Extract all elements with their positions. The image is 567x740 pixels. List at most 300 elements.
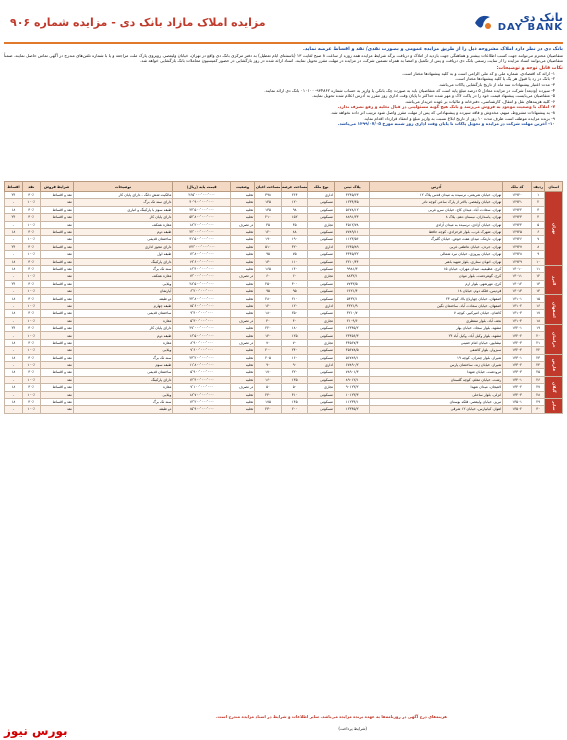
table-cell: ۱۳۰: [255, 258, 282, 265]
table-cell: مسکونی: [308, 236, 335, 243]
table-cell: ۴۰: [255, 317, 282, 324]
table-cell: تجاری: [308, 384, 335, 391]
table-cell: تبریز- خیابان ولیعصر- فلکه بوستان: [370, 398, 503, 405]
table-cell: ۱۳۴۰۲: [503, 384, 532, 391]
table-cell: ۳۰٪: [22, 295, 40, 302]
table-cell: ۱۵٬۶۰۰٬۰۰۰٬۰۰۰: [173, 302, 231, 309]
table-cell: ۲۳: [532, 354, 545, 361]
bank-logo-icon: [472, 11, 494, 33]
table-cell: تخلیه: [230, 354, 254, 361]
table-cell: ۱۳: [532, 280, 545, 287]
table-cell: تهران- پاسداران- نیستان دهم- پلاک ۸: [370, 214, 503, 221]
table-cell: ۹٬۴۰۰٬۰۰۰٬۰۰۰: [173, 310, 231, 317]
table-cell: تجاری: [308, 317, 335, 324]
table-cell: کرج- گوهردشت- بلوار موذن: [370, 273, 503, 280]
table-cell: تخلیه: [230, 332, 254, 339]
table-row: [5, 288, 563, 295]
table-cell: تهران- خیابان پیروزی- خیابان نبرد شمالی: [370, 251, 503, 258]
table-cell: ۲۱۰: [281, 295, 308, 302]
table-body: [5, 192, 563, 414]
table-cell: ۲۳۰: [255, 406, 282, 413]
table-cell: -: [5, 288, 23, 295]
table-cell: مشهد- بلوار سجاد- خیابان بهار: [370, 325, 503, 332]
table-row: [5, 384, 563, 391]
table-cell: نقد و اقساط: [40, 258, 73, 265]
region-label: سایر: [545, 398, 563, 413]
table-cell: ۲: [532, 199, 545, 206]
table-cell: تخلیه: [230, 251, 254, 258]
table-cell: ۱۳۲۰۲: [503, 332, 532, 339]
table-cell: ۳۰٪: [22, 325, 40, 332]
table-cell: مسکونی: [308, 332, 335, 339]
table-cell: نقد: [40, 376, 73, 383]
table-cell: ۷۷۴۳/۵: [334, 280, 369, 287]
table-cell: -: [5, 273, 23, 280]
table-cell: تخلیه: [230, 206, 254, 213]
table-row: [5, 265, 563, 272]
table-cell: ۲۶۴: [281, 192, 308, 199]
table-cell: ۱۳۳۰۲: [503, 361, 532, 368]
table-cell: مسکونی: [308, 347, 335, 354]
note-item: ۲- بانک در رد یا قبول هر یک یا کلیه پیشنهادها مختار است.: [454, 76, 555, 82]
table-cell: ۱۸: [5, 206, 23, 213]
table-cell: ۱۸: [5, 295, 23, 302]
table-cell: ۴: [532, 214, 545, 221]
table-cell: ۳۴۵۶۷/۴: [334, 339, 369, 346]
table-cell: ۳۲۱۰/۷: [334, 310, 369, 317]
table-cell: ۲۷: [532, 384, 545, 391]
table-cell: ۴۵: [255, 221, 282, 228]
properties-table: [4, 181, 563, 414]
table-cell: ۲۴: [5, 214, 23, 221]
table-row: [5, 302, 563, 309]
table-cell: نقد و اقساط: [40, 310, 73, 317]
table-cell: ۱۶٬۴۰۰٬۰۰۰٬۰۰۰: [173, 265, 231, 272]
table-cell: تخلیه: [230, 243, 254, 250]
region-label: گیلان: [545, 376, 563, 398]
table-cell: ۷: [532, 236, 545, 243]
table-cell: کاشان- خیابان امیرکبیر- کوچه ۷: [370, 310, 503, 317]
table-cell: طبقه اول: [73, 251, 173, 258]
table-cell: -: [5, 391, 23, 398]
table-cell: ۱۳۵: [255, 206, 282, 213]
table-cell: ۸۸: [281, 228, 308, 235]
table-cell: ۲۰۰: [281, 406, 308, 413]
table-cell: مسکونی: [308, 199, 335, 206]
table-cell: مرودشت- خیابان شهدا: [370, 369, 503, 376]
note-item: ۸- به پیشنهادات مشروط، مبهم، مخدوش و فاقد سپرده و پیشنهاداتی که پس از مهلت مقرر واصل شود ترتیب اثر داده نخواهد شد.: [330, 109, 555, 115]
table-header-cell: ردیف: [532, 182, 545, 192]
table-cell: ۱۰۰٪: [22, 376, 40, 383]
table-cell: ۴۵۶۷۸/۵: [334, 347, 369, 354]
ad-title: مزایده املاک مازاد بانک دی - مزایده شماره ۹۰۶: [10, 15, 266, 29]
table-cell: ۱۸: [532, 317, 545, 324]
table-cell: ۱۲۹۲۹: [503, 258, 532, 265]
note-item: ۱- ارائه کد اقتصادی، شماره ملی و کد ملی الزامی است و به کلیه پیشنهادها مختار است.: [401, 70, 555, 76]
table-cell: ۱۴۰: [281, 265, 308, 272]
table-cell: ۴۰: [281, 317, 308, 324]
table-cell: ۱۳۳۰۳: [503, 369, 532, 376]
table-cell: نقد: [40, 347, 73, 354]
table-cell: اصفهان- خیابان سعادت آباد- ساختمان نگین: [370, 302, 503, 309]
table-row: [5, 236, 563, 243]
table-cell: ۲۴: [5, 243, 23, 250]
table-cell: ۱۰۰٪: [22, 332, 40, 339]
table-cell: اداری: [308, 243, 335, 250]
table-cell: تخلیه: [230, 310, 254, 317]
table-cell: نقد و اقساط: [40, 354, 73, 361]
table-cell: مشهد- بلوار وکیل آباد- وکیل آباد ۲۴: [370, 332, 503, 339]
table-row: [5, 332, 563, 339]
table-cell: ۲۲٬۰۰۰٬۰۰۰٬۰۰۰: [173, 228, 231, 235]
logo-text-en: DAY BANK: [497, 21, 563, 33]
table-cell: ۱۲۹۲۰: [503, 192, 532, 199]
intro: [4, 47, 563, 64]
table-cell: ۱۰۰٪: [22, 236, 40, 243]
table-header-cell: وضعیت: [230, 182, 254, 192]
table-cell: ۱۱: [532, 265, 545, 272]
table-cell: ۱۳۱۰۳: [503, 310, 532, 317]
table-header-cell: نوع ملک: [308, 182, 335, 192]
table-cell: ۱۳۱۰۱: [503, 295, 532, 302]
table-header-cell: شرایط فروش: [40, 182, 73, 192]
table-cell: تخلیه: [230, 347, 254, 354]
table-cell: ۱۹۰: [281, 236, 308, 243]
table-cell: ۱۳۰۱۱: [503, 273, 532, 280]
table-cell: ۱۳۴۰۳: [503, 391, 532, 398]
table-cell: ۲۴: [5, 325, 23, 332]
note-item: ۶- کلیه هزینه‌های نقل و انتقال، کارشناسی، دفترخانه و مالیات بر عهده خریدار می‌باشد.: [404, 98, 555, 104]
table-cell: ۳۰٪: [22, 354, 40, 361]
table-cell: ۹۸: [281, 206, 308, 213]
table-cell: ۷۰: [281, 339, 308, 346]
table-row: [5, 258, 563, 265]
table-cell: در تصرف: [230, 384, 254, 391]
table-cell: دو طبقه: [73, 406, 173, 413]
table-cell: ۱۳۲۰۱: [503, 325, 532, 332]
table-cell: ۳۱٬۵۰۰٬۰۰۰٬۰۰۰: [173, 236, 231, 243]
table-cell: ۱۶۵: [255, 265, 282, 272]
table-cell: ۹۵: [281, 288, 308, 295]
table-cell: ۲۸٬۵۰۰٬۰۰۰٬۰۰۰: [173, 280, 231, 287]
table-cell: ۲۳۴۵۶/۳: [334, 332, 369, 339]
table-cell: ۶۷۸۹۰/۲: [334, 361, 369, 368]
table-cell: ۷٬۶۰۰٬۰۰۰٬۰۰۰: [173, 347, 231, 354]
table-cell: ۶۰: [255, 273, 282, 280]
table-cell: مسکونی: [308, 295, 335, 302]
table-cell: ۱۲۵: [281, 332, 308, 339]
table-cell: ۱۸: [5, 258, 23, 265]
table-cell: آپارتمان: [73, 288, 173, 295]
table-cell: ۳۰٪: [22, 206, 40, 213]
table-cell: کرج- مهرشهر- بلوار ارم: [370, 280, 503, 287]
table-cell: طبقه دوم: [73, 332, 173, 339]
table-cell: مغازه: [73, 384, 173, 391]
table-cell: ۱۲۳۴۵/۲: [334, 325, 369, 332]
table-cell: -: [5, 221, 23, 228]
table-cell: ۱۲۰: [281, 302, 308, 309]
table-cell: ۴۵: [281, 221, 308, 228]
table-cell: دو طبقه: [73, 295, 173, 302]
table-cell: ۲۰۰: [255, 347, 282, 354]
table-cell: ۲۲۰: [255, 325, 282, 332]
table-cell: طبقه چهارم: [73, 302, 173, 309]
table-header-cell: مساحت اعیان: [255, 182, 282, 192]
table-cell: ۲۲: [532, 347, 545, 354]
table-cell: ۱۹: [532, 325, 545, 332]
table-cell: ۲۵۰: [281, 310, 308, 317]
table-cell: ۸: [532, 243, 545, 250]
table-cell: ۱۰۰٪: [22, 406, 40, 413]
table-row: [5, 347, 563, 354]
table-cell: ۵۴۳۲/۱: [334, 295, 369, 302]
table-cell: -: [5, 361, 23, 368]
table-cell: تخلیه: [230, 325, 254, 332]
table-row: [5, 339, 563, 346]
table-cell: ۴۳۲۱/۹: [334, 302, 369, 309]
table-cell: ۲۴: [5, 192, 23, 199]
table-row: [5, 295, 563, 302]
table-cell: مسکونی: [308, 391, 335, 398]
table-cell: ۱۲۰: [255, 302, 282, 309]
table-cell: ۲۸: [532, 391, 545, 398]
table-cell: در تصرف: [230, 317, 254, 324]
region-label: خراسان: [545, 325, 563, 355]
table-cell: تهران- خیابان شریعتی- نرسیده به میدان قدس پلاک ۱۲: [370, 192, 503, 199]
table-cell: ۱۷۵: [255, 398, 282, 405]
note-item: ۵- متقاضیان می‌بایست پیشنهاد قیمت خود را در پاکت لاک و مهر شده حداکثر تا پایان وقت اداری روز مقرر به آدرس اعلام شده تحویل نمایند.: [311, 93, 555, 99]
table-cell: -: [5, 332, 23, 339]
table-cell: ۲۴: [5, 280, 23, 287]
table-cell: ۵: [532, 221, 545, 228]
table-cell: ۱۸: [5, 354, 23, 361]
table-cell: ساختمان قدیمی: [73, 310, 173, 317]
table-cell: ۹۰: [255, 361, 282, 368]
notes-title: نکات قابل توجه و توضیحات:: [496, 65, 563, 71]
table-cell: تجاری: [308, 221, 335, 228]
table-cell: ۱۸: [5, 384, 23, 391]
table-cell: مسکونی: [308, 398, 335, 405]
table-cell: ۲۳٬۲۰۰٬۰۰۰٬۰۰۰: [173, 354, 231, 361]
table-cell: ۱۱۲۳/۵۶: [334, 236, 369, 243]
properties-table-wrap: [4, 181, 563, 711]
table-cell: ۱۲۹۲۵: [503, 228, 532, 235]
table-cell: دارای پایان کار: [73, 325, 173, 332]
table-cell: تخلیه: [230, 214, 254, 221]
table-cell: ۱۲۹۲۳: [503, 214, 532, 221]
table-cell: ۶۶۴۵/۸۹: [334, 243, 369, 250]
table-cell: ۱۰۰٪: [22, 273, 40, 280]
table-cell: سند تک برگ: [73, 398, 173, 405]
table-cell: ۷٬۱۰۰٬۰۰۰٬۰۰۰: [173, 384, 231, 391]
table-row: [5, 192, 563, 199]
table-cell: ۱۲۰: [281, 199, 308, 206]
table-cell: ۳۰٪: [22, 310, 40, 317]
table-cell: ۱۳۵: [281, 376, 308, 383]
table-cell: نقد و اقساط: [40, 369, 73, 376]
table-cell: نقد و اقساط: [40, 214, 73, 221]
table-cell: ۱۵٬۹۰۰٬۰۰۰٬۰۰۰: [173, 406, 231, 413]
table-cell: نقد و اقساط: [40, 295, 73, 302]
table-cell: نقد: [40, 406, 73, 413]
table-cell: ۱۲٬۸۰۰٬۰۰۰٬۰۰۰: [173, 251, 231, 258]
table-cell: ۵۰: [281, 384, 308, 391]
table-cell: مسکونی: [308, 280, 335, 287]
region-label: اصفهان: [545, 295, 563, 325]
table-cell: تخلیه: [230, 361, 254, 368]
table-cell: ۱۸: [5, 369, 23, 376]
table-cell: -: [5, 302, 23, 309]
table-cell: ۱۸: [5, 228, 23, 235]
table-cell: اصفهان- خیابان چهارباغ بالا- کوچه ۲۳: [370, 295, 503, 302]
table-header-cell: استان: [545, 182, 563, 192]
table-row: [5, 398, 563, 405]
logo-text-fa: بانک دی: [519, 10, 563, 24]
table-cell: دارای پارکینگ: [73, 258, 173, 265]
table-row: [5, 243, 563, 250]
table-cell: ۱۴۵: [255, 199, 282, 206]
table-cell: ۳۰٪: [22, 192, 40, 199]
table-cell: ویلایی: [73, 347, 173, 354]
footer-conditions: (شرایط پرداخت): [338, 726, 367, 731]
table-cell: مغازه: [73, 339, 173, 346]
table-cell: نقد: [40, 302, 73, 309]
table-cell: دارای پارکینگ: [73, 376, 173, 383]
table-cell: ۲۹: [532, 398, 545, 405]
table-row: [5, 199, 563, 206]
table-cell: ۳۰٪: [22, 265, 40, 272]
table-cell: تهران- سعادت آباد- میدان کاج- خیابان سرو غربی: [370, 206, 503, 213]
table-cell: ۷۸۹۰۱/۳: [334, 369, 369, 376]
table-cell: ۴۵۱۲/۷۸: [334, 221, 369, 228]
table-cell: نقد: [40, 317, 73, 324]
table-cell: ۱۳۱۰۲: [503, 302, 532, 309]
table-row: [5, 325, 563, 332]
table-cell: ۱۹٬۶۰۰٬۰۰۰٬۰۰۰: [173, 258, 231, 265]
table-header-cell: پلاک ثبتی: [334, 182, 369, 192]
table-cell: طبقه سوم: [73, 361, 173, 368]
table-header-row: [5, 182, 563, 192]
table-cell: مغازه همکف: [73, 273, 173, 280]
table-header-cell: کد ملک: [503, 182, 532, 192]
table-cell: ۵۱۰: [255, 243, 282, 250]
table-cell: ۱۲۹۲۶: [503, 236, 532, 243]
table-cell: ۲۲۰: [281, 369, 308, 376]
table-cell: دارای سند تک برگ: [73, 199, 173, 206]
table-row: [5, 406, 563, 413]
table-cell: مسکونی: [308, 258, 335, 265]
table-cell: نقد: [40, 361, 73, 368]
table-cell: مسکونی: [308, 228, 335, 235]
table-header-cell: اقساط: [5, 182, 23, 192]
table-cell: شیراز- خیابان زند- ساختمان پارس: [370, 361, 503, 368]
table-row: [5, 221, 563, 228]
table-cell: ویلایی: [73, 280, 173, 287]
table-cell: تخلیه: [230, 295, 254, 302]
intro-lead: بانک دی در نظر دارد املاک مشروحه ذیل را از طریق مزایده عمومی و بصورت نقدی/ نقد و اقساط عرضه نماید.: [303, 47, 563, 52]
table-cell: ویلایی: [73, 391, 173, 398]
intro-body: متقاضیان محترم می‌توانند جهت کسب اطلاعات بیشتر و هماهنگی جهت بازدید از املاک و دریافت برگه شرایط مزایده همه روزه از ساعت ۸ صبح لغایت ۱۳ (باستثنای ایام تعطیل) به دفتر مرکزی بانک دی واقع در تهران، خیابان ولیعصر، روبروی پارک ملت مراجعه و یا با شماره تلفن‌های مندرج در آگهی تماس حاصل نمایند. ضمناً متقاضیان می‌توانند اسناد مزایده را از سایت رسمی بانک دی دریافت و پس از تکمیل و امضا به همراه تضمین شرکت در مزایده در مهلت مقرر تحویل نمایند. اسناد ارائه شده در روز بازگشایی در حضور کمیسیون معاملات بانک بازگشایی خواهد شد.: [4, 52, 563, 64]
table-cell: ۱۵: [532, 295, 545, 302]
table-cell: ۷۰: [255, 339, 282, 346]
table-cell: اداری: [308, 302, 335, 309]
table-cell: ۹۰: [281, 361, 308, 368]
table-cell: ۱۴: [532, 288, 545, 295]
table-cell: ۲۷٬۰۰۰٬۰۰۰٬۰۰۰: [173, 325, 231, 332]
note-item: ۳- مدت اعتبار پیشنهادات سه ماه از تاریخ بازگشایی پاکات می‌باشد.: [438, 81, 555, 87]
table-cell: دارای مجوز اداری: [73, 243, 173, 250]
table-cell: ۴۰٬۹۰۰٬۰۰۰٬۰۰۰: [173, 199, 231, 206]
note-item: ۹- برنده مزایده موظف است ظرف مدت ۱۰ روز از تاریخ ابلاغ نسبت به واریز مبلغ و انعقاد قرارداد اقدام نماید.: [363, 115, 555, 121]
table-cell: نجف آباد- بلوار منتظری: [370, 317, 503, 324]
table-cell: ۱۰۰٪: [22, 361, 40, 368]
table-header-cell: نقد: [22, 182, 40, 192]
table-cell: ۳۱۰: [281, 391, 308, 398]
table-cell: ساختمان قدیمی: [73, 369, 173, 376]
table-cell: نقد و اقساط: [40, 228, 73, 235]
table-cell: ۳۲۴۵/۶۳: [334, 192, 369, 199]
table-cell: تخلیه: [230, 391, 254, 398]
table-cell: ۵۶۷۸۹/۱: [334, 354, 369, 361]
table-cell: ۸۹۰۱۲/۱: [334, 376, 369, 383]
table-cell: ۱۶۰: [281, 354, 308, 361]
table-cell: ۱۴٬۰۰۰٬۰۰۰٬۰۰۰: [173, 273, 231, 280]
table-cell: اداری: [308, 192, 335, 199]
table-cell: مغازه: [73, 317, 173, 324]
table-cell: تخلیه: [230, 398, 254, 405]
table-row: [5, 310, 563, 317]
table-cell: در تصرف: [230, 221, 254, 228]
table-cell: ۳۰٪: [22, 228, 40, 235]
table-cell: سبزوار- بلوار کاشفی: [370, 347, 503, 354]
table-cell: ۱۱٬۸۰۰٬۰۰۰٬۰۰۰: [173, 361, 231, 368]
table-cell: ۱۲۰: [255, 228, 282, 235]
table-cell: ۱۴۲٬۰۰۰٬۰۰۰٬۰۰۰: [173, 243, 231, 250]
table-cell: ۱۸٬۲۰۰٬۰۰۰٬۰۰۰: [173, 221, 231, 228]
table-cell: ۱۰۰٪: [22, 221, 40, 228]
table-cell: ۲۵: [532, 369, 545, 376]
table-cell: ۱۳۳۰۱: [503, 354, 532, 361]
table-cell: ۳۰۰: [281, 280, 308, 287]
table-cell: نقد و اقساط: [40, 192, 73, 199]
table-cell: مسکونی: [308, 354, 335, 361]
table-cell: ۱۶٬۵۰۰٬۰۰۰٬۰۰۰: [173, 332, 231, 339]
table-cell: ۲۱: [532, 339, 545, 346]
table-cell: انزلی- بلوار ساحلی: [370, 391, 503, 398]
table-cell: تخلیه: [230, 228, 254, 235]
table-cell: دارای پایان کار: [73, 214, 173, 221]
note-item: ۴- سپرده (ودیعه) شرکت در مزایده معادل ۵ درصد مبلغ پایه است که متقاضیان باید به صورت چک بانکی یا واریز به حساب شماره ۰۱۰۱۰۰۰۹۳۴۸۶۲ بانک دی ارائه نمایند.: [264, 87, 555, 93]
bank-logo: [472, 11, 563, 33]
table-cell: ۲۱۰: [255, 214, 282, 221]
table-cell: ۳۰٪: [22, 243, 40, 250]
table-cell: ۵۰: [255, 384, 282, 391]
table-cell: ۱۰۰٪: [22, 302, 40, 309]
note-item: ۱۰- آخرین مهلت شرکت در مزایده و تحویل پاکات تا پایان وقت اداری روز شنبه مورخ ۱۳۹۹/۰۷/۰۵ می‌باشد.: [337, 121, 555, 127]
table-cell: ۱۲۳۴/۴۵: [334, 199, 369, 206]
table-cell: ۱۰۰٪: [22, 288, 40, 295]
ad-header: [4, 2, 563, 44]
table-cell: تجاری: [308, 339, 335, 346]
table-cell: مسکونی: [308, 369, 335, 376]
table-cell: اهواز- کیانپارس- خیابان ۱۲ شرقی: [370, 406, 503, 413]
table-cell: ۱۳۵۰۱: [503, 398, 532, 405]
table-cell: مسکونی: [308, 310, 335, 317]
table-cell: ۲۶۵٬۰۰۰٬۰۰۰٬۰۰۰: [173, 192, 231, 199]
table-cell: ۱۲۳۴۵/۲: [334, 406, 369, 413]
table-cell: ۱۳۴۰۱: [503, 376, 532, 383]
table-cell: ۱۰۰٪: [22, 391, 40, 398]
